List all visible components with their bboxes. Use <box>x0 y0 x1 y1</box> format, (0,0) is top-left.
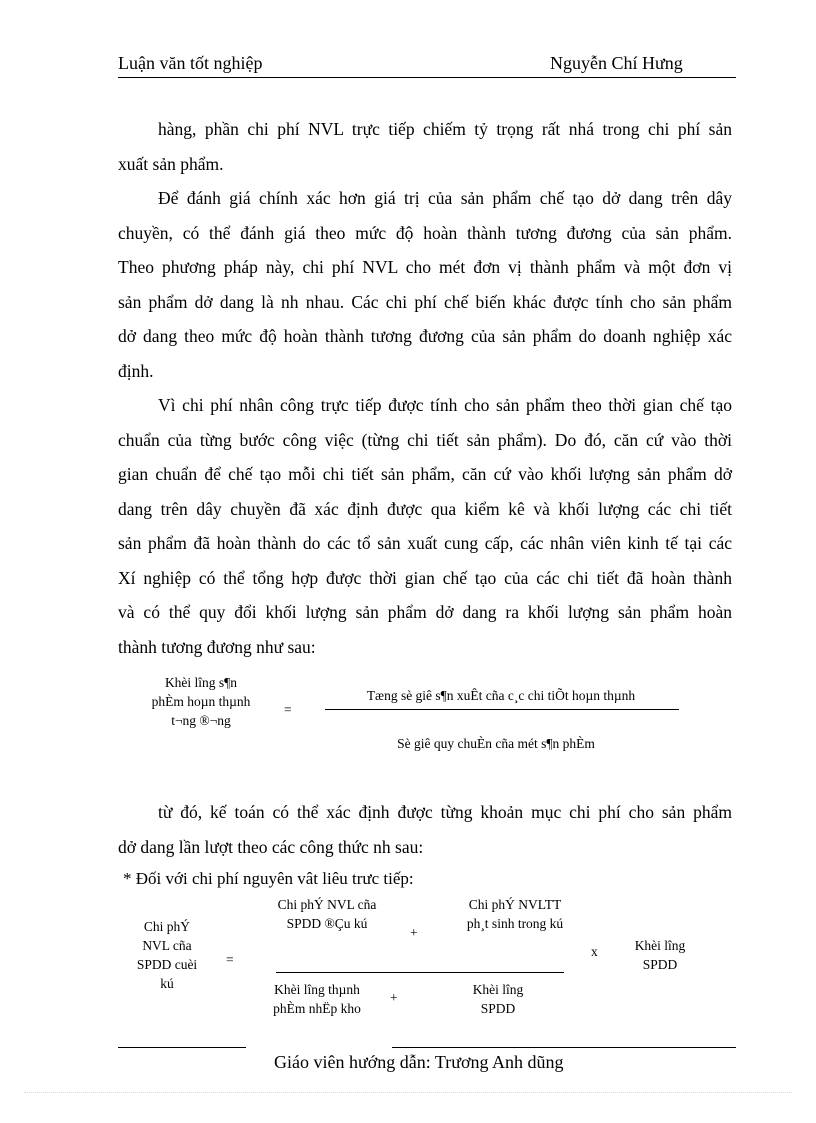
fraction-bar <box>276 972 564 973</box>
paragraph-line: Xí nghiệp có thể tổng hợp được thời gian chế tạo của các chi tiết đã hoàn thành <box>118 567 732 588</box>
formula-text: phÈm nhËp kho <box>273 1001 361 1016</box>
formula-text: Chi phÝ NVL cña <box>277 897 377 912</box>
paragraph-line: dở dang lần lượt theo các công thức nh sau: <box>118 836 424 857</box>
formula-text: SPDD <box>480 1001 516 1016</box>
formula-text: ph¸t sinh trong kú <box>466 916 564 931</box>
paragraph-line: Để đánh giá chính xác hơn giá trị của sản phẩm chế tạo dở dang trên dây <box>158 188 732 208</box>
formula-text: t¬ng ®¬ng <box>171 713 231 728</box>
formula2-den-b <box>456 980 540 1018</box>
header-right: Nguyễn Chí Hưng <box>550 53 683 73</box>
paragraph-3 <box>118 388 732 664</box>
paragraph-line: thành tương đương như sau: <box>118 636 316 657</box>
section-label: * Đối với chi phí nguyên vât liêu trưc tiếp: <box>123 869 414 888</box>
formula2-lhs <box>127 917 207 993</box>
footer-text: Giáo viên hướng dẫn: Trương Anh dũng <box>274 1052 564 1072</box>
paragraph-line: từ đó, kế toán có thể xác định được từng khoản mục chi phí cho sản phẩm <box>158 802 732 822</box>
fraction-bar <box>325 709 679 710</box>
formula2-den-a <box>255 980 379 1018</box>
formula2-times: x <box>591 944 598 959</box>
paragraph-line: sản phẩm đã hoàn thành do các tổ sản xuất cung cấp, các nhân viên kinh tế tại các <box>118 533 732 553</box>
page-bottom-dotted-line <box>24 1092 792 1093</box>
formula2-num-b <box>440 895 590 933</box>
paragraph-line: Vì chi phí nhân công trực tiếp được tính cho sản phẩm theo thời gian chế tạo <box>158 395 732 415</box>
paragraph-line: gian chuẩn để chế tạo mỗi chi tiết sản phẩm, căn cứ vào khối lượng sản phẩm dở <box>118 464 732 484</box>
formula-text: SPDD ®Çu kú <box>286 916 368 931</box>
formula1-numerator: Tæng sè giê s¶n xuÊt cña c¸c chi tiÕt hoµn thµnh <box>366 688 636 703</box>
header-left: Luận văn tốt nghiệp <box>118 53 263 73</box>
formula1-equals: = <box>284 702 292 717</box>
formula-text: Khèi lîng <box>472 982 524 997</box>
formula-text: Khèi lîng thµnh <box>274 982 360 997</box>
formula2-rhs <box>622 936 698 974</box>
paragraph-2 <box>118 181 732 388</box>
formula-text: SPDD <box>642 957 678 972</box>
formula1-lhs <box>118 673 284 730</box>
paragraph-line: xuất sản phẩm. <box>118 153 224 174</box>
paragraph-line: chuẩn của từng bước công việc (từng chi tiết sản phẩm). Do đó, căn cứ vào thời <box>118 429 732 450</box>
paragraph-line: dang trên dây chuyền đã xác định được qua kiểm kê và khối lượng các chi tiết <box>118 498 732 519</box>
formula2-den-plus: + <box>390 990 398 1005</box>
paragraph-line: chuyền, có thể đánh giá theo mức độ hoàn thành tương đương của sản phẩm. <box>118 222 732 243</box>
formula-text: Khèi lîng <box>634 938 686 953</box>
header-rule <box>118 77 736 78</box>
formula2-equals: = <box>226 952 234 967</box>
footer-rule-right <box>392 1047 736 1048</box>
paragraph-line: định. <box>118 360 154 381</box>
footer-rule-left <box>118 1047 246 1048</box>
paragraph-line: và có thể quy đổi khối lượng sản phẩm dở dang ra khối lượng sản phẩm hoàn <box>118 602 732 622</box>
formula-text: NVL cña <box>142 938 192 953</box>
formula-text: Chi phÝ <box>143 919 191 934</box>
paragraph-1 <box>118 112 732 181</box>
formula-text: Chi phÝ NVLTT <box>468 897 562 912</box>
paragraph-line: sản phẩm dở dang là nh nhau. Các chi phí chế biến khác được tính cho sản phẩm <box>118 291 732 312</box>
paragraph-line: hàng, phần chi phí NVL trực tiếp chiếm tỷ trọng rất nhá trong chi phí sản <box>158 119 732 139</box>
paragraph-4 <box>118 795 732 864</box>
paragraph-line: dở dang theo mức độ hoàn thành tương đương của sản phẩm do doanh nghiệp xác <box>118 326 732 346</box>
paragraph-line: Theo phương pháp này, chi phí NVL cho mét đơn vị thành phẩm và một đơn vị <box>118 257 732 277</box>
formula-text: Khèi lîng s¶n <box>164 675 238 690</box>
formula2-num-plus: + <box>410 925 418 940</box>
formula1-denominator: Sè giê quy chuÈn cña mét s¶n phÈm <box>397 736 595 751</box>
formula-text: phÈm hoµn thµnh <box>151 694 251 709</box>
formula-text: kú <box>160 976 174 991</box>
formula2-num-a <box>262 895 392 933</box>
formula-text: SPDD cuèi <box>136 957 198 972</box>
